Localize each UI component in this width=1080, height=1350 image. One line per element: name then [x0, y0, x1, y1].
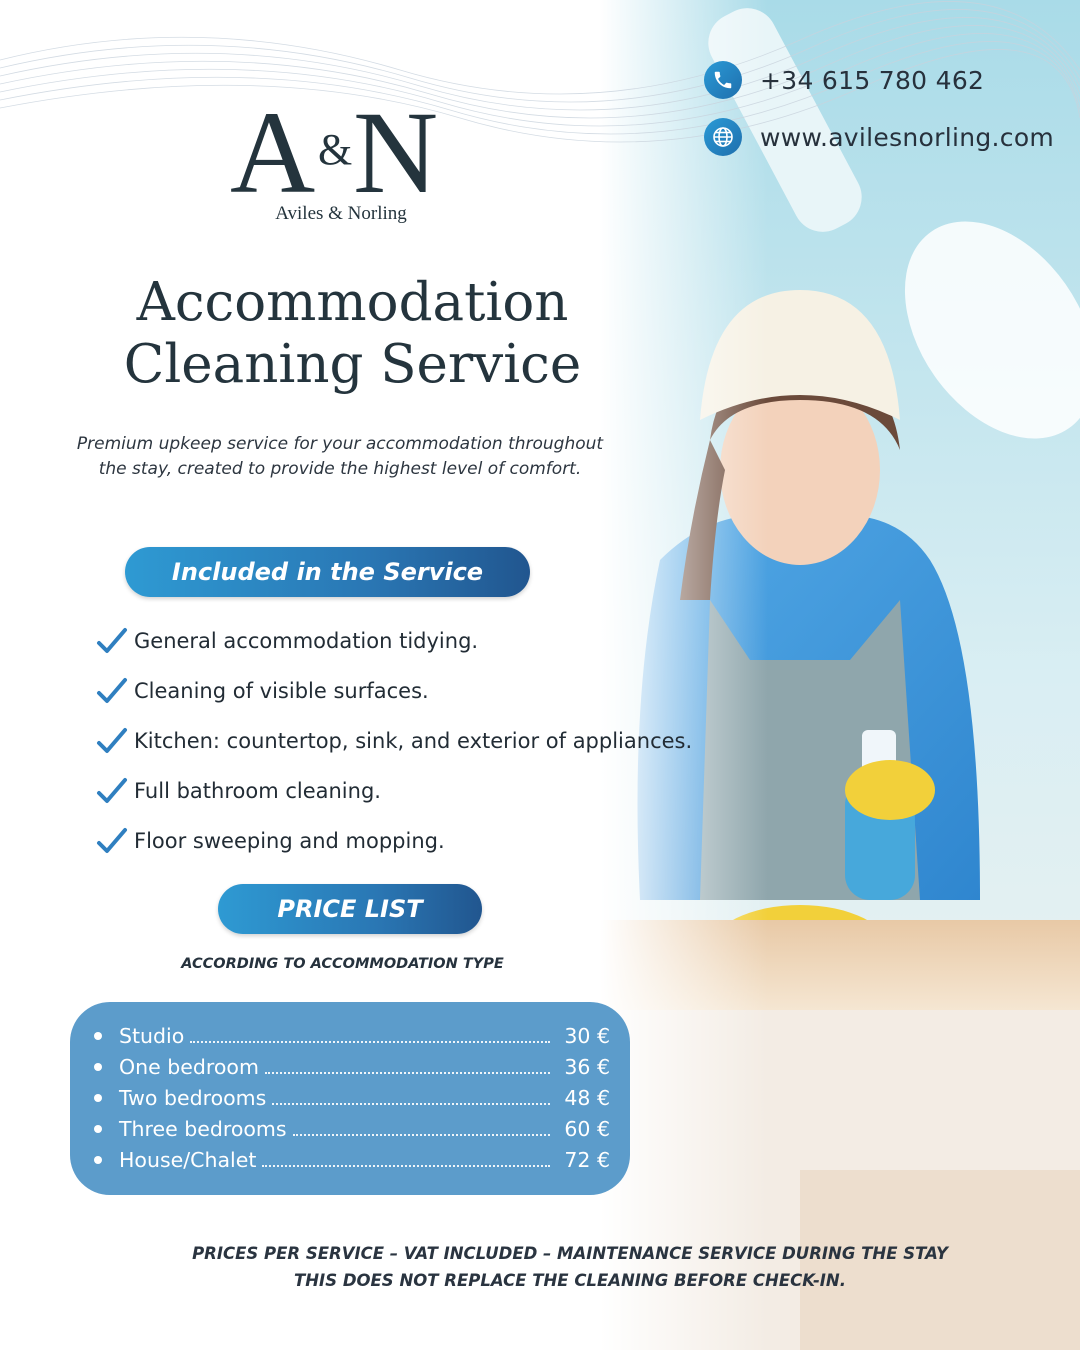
footer-line-2: THIS DOES NOT REPLACE THE CLEANING BEFORE CHECK-IN.	[293, 1271, 847, 1290]
price-list-subheading: ACCORDING TO ACCOMMODATION TYPE	[181, 956, 504, 972]
included-item-label: Floor sweeping and mopping.	[134, 829, 445, 853]
included-item-label: Full bathroom cleaning.	[134, 779, 381, 803]
price-row-name: One bedroom	[119, 1055, 259, 1079]
list-item	[96, 773, 381, 809]
intro-text: Premium upkeep service for your accommodation throughout the stay, created to provide the highest level of comfort.	[76, 434, 604, 479]
decorative-wave-lines	[0, 0, 1080, 200]
price-row-name: Three bedrooms	[119, 1117, 287, 1141]
bullet-icon	[94, 1032, 102, 1040]
phone-number: +34 615 780 462	[760, 65, 985, 95]
logo-ampersand: &	[318, 125, 353, 174]
checkmark-icon	[96, 627, 128, 655]
price-row-name: House/Chalet	[119, 1148, 257, 1172]
phone-icon	[704, 61, 742, 99]
list-item	[96, 823, 445, 859]
checkmark-icon	[96, 677, 128, 705]
checkmark-icon	[96, 727, 128, 755]
page-title	[60, 272, 645, 396]
list-item	[96, 673, 429, 709]
price-row-value: 48 €	[564, 1086, 610, 1110]
dot-leader	[265, 1060, 550, 1074]
checkmark-icon	[96, 777, 128, 805]
bullet-icon	[94, 1063, 102, 1071]
bullet-icon	[94, 1094, 102, 1102]
included-heading: Included in the Service	[125, 547, 530, 597]
price-row	[94, 1114, 610, 1144]
dot-leader	[262, 1153, 550, 1167]
website-url: www.avilesnorling.com	[760, 122, 1055, 152]
price-row-value: 36 €	[564, 1055, 610, 1079]
dot-leader	[272, 1091, 550, 1105]
footer-line-1: PRICES PER SERVICE – VAT INCLUDED – MAINTENANCE SERVICE DURING THE STAY	[192, 1244, 948, 1263]
checkmark-icon	[96, 827, 128, 855]
price-row-name: Two bedrooms	[119, 1086, 267, 1110]
contact-phone[interactable]	[704, 60, 984, 100]
price-row-name: Studio	[119, 1024, 185, 1048]
included-item-label: General accommodation tidying.	[134, 629, 479, 653]
bullet-icon	[94, 1156, 102, 1164]
price-row	[94, 1145, 610, 1175]
globe-icon	[704, 118, 742, 156]
price-row	[94, 1052, 610, 1082]
price-table	[70, 1002, 630, 1195]
price-row-value: 30 €	[564, 1024, 610, 1048]
logo-letter-n: N	[353, 88, 439, 218]
list-item	[96, 623, 478, 659]
price-row-value: 72 €	[564, 1148, 610, 1172]
contact-website[interactable]	[704, 117, 1054, 157]
dot-leader	[293, 1122, 550, 1136]
price-row	[94, 1083, 610, 1113]
list-item	[96, 723, 692, 759]
footer-note	[150, 1240, 990, 1294]
cleaning-person-photo	[600, 0, 1080, 1350]
title-line-2: Cleaning Service	[123, 334, 582, 395]
logo-letter-a: A	[230, 88, 316, 218]
price-row	[94, 1021, 610, 1051]
included-item-label: Kitchen: countertop, sink, and exterior of appliances.	[134, 729, 693, 753]
price-row-value: 60 €	[564, 1117, 610, 1141]
dot-leader	[190, 1029, 550, 1043]
bullet-icon	[94, 1125, 102, 1133]
title-line-1: Accommodation	[136, 272, 569, 333]
included-item-label: Cleaning of visible surfaces.	[134, 679, 429, 703]
logo-subtitle: Aviles & Norling	[275, 203, 407, 224]
price-list-heading: PRICE LIST	[218, 884, 482, 934]
